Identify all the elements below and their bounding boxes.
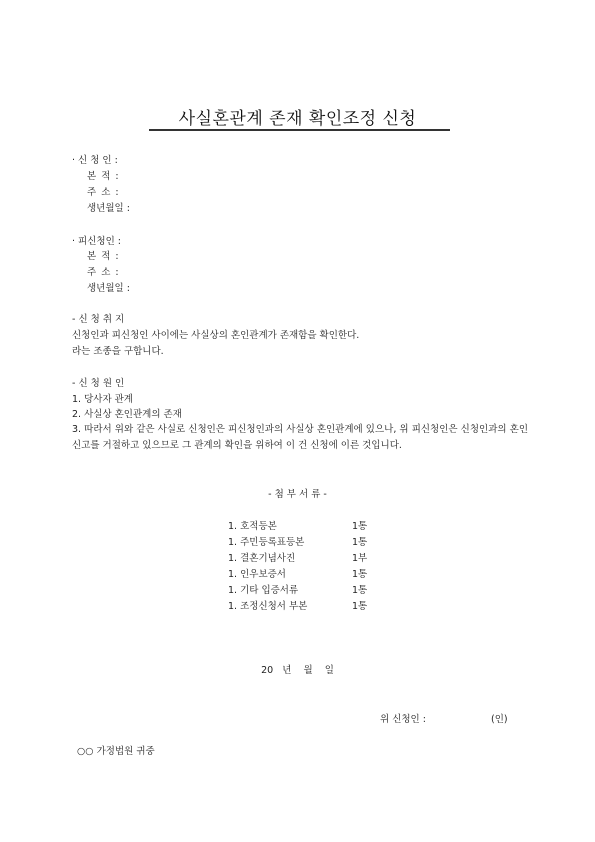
applicant-birth-label: 생년월일 : [87, 203, 130, 214]
attachment-name: 1. 인우보증서 [228, 569, 286, 580]
attachment-item [228, 550, 367, 564]
attachment-item [228, 518, 367, 532]
attachment-qty: 1통 [352, 601, 368, 612]
purpose-line-1: 신청인과 피신청인 사이에는 사실상의 혼인관계가 존재함을 확인한다. [72, 330, 360, 341]
attachment-qty: 1통 [352, 521, 368, 532]
respondent-registry-label: 본 적 : [87, 251, 119, 262]
attachment-item [228, 566, 367, 580]
respondent-heading: · 피신청인 : [72, 236, 121, 247]
attachment-item [228, 598, 367, 612]
attachment-item [228, 582, 367, 596]
applicant-registry-label: 본 적 : [87, 171, 119, 182]
court-addressee: ○○ 가정법원 귀중 [77, 746, 155, 757]
attachments-heading: - 첨 부 서 류 - [268, 489, 327, 500]
attachment-name: 1. 기타 입증서류 [228, 585, 299, 596]
respondent-address-label: 주 소 : [87, 267, 119, 278]
attachment-qty: 1통 [352, 585, 368, 596]
attachment-name: 1. 결혼기념사진 [228, 553, 296, 564]
attachment-name: 1. 주민등록표등본 [228, 537, 305, 548]
attachment-qty: 1통 [352, 569, 368, 580]
cause-item-1: 1. 당사자 관계 [72, 394, 133, 405]
attachment-qty: 1부 [352, 553, 368, 564]
respondent-birth-label: 생년월일 : [87, 283, 130, 294]
cause-heading: - 신 청 원 인 [72, 378, 125, 389]
cause-item-3: 3. 따라서 위와 같은 사실로 신청인은 피신청인과의 사실상 혼인관계에 있으나, 위 피신청인은 신청인과의 혼인신고를 거절하고 있으므로 그 관계의 확인을 위하여 이 건 신청에 이른 것입니다. [72, 424, 528, 451]
seal-mark: (인) [491, 714, 508, 725]
attachment-item [228, 534, 367, 548]
applicant-heading: · 신 청 인 : [72, 155, 118, 166]
attachment-name: 1. 조정신청서 부본 [228, 601, 308, 612]
attachment-name: 1. 호적등본 [228, 521, 277, 532]
applicant-address-label: 주 소 : [87, 187, 119, 198]
filing-date: 20 년 월 일 [261, 665, 334, 676]
document-title: 사실혼관계 존재 확인조정 신청 [178, 109, 417, 129]
purpose-heading: - 신 청 취 지 [72, 314, 125, 325]
signature-label: 위 신청인 : [380, 714, 426, 725]
cause-item-2: 2. 사실상 혼인관계의 존재 [72, 409, 182, 420]
purpose-line-2: 라는 조종을 구합니다. [72, 346, 164, 357]
attachment-qty: 1통 [352, 537, 368, 548]
title-underline [149, 129, 450, 131]
